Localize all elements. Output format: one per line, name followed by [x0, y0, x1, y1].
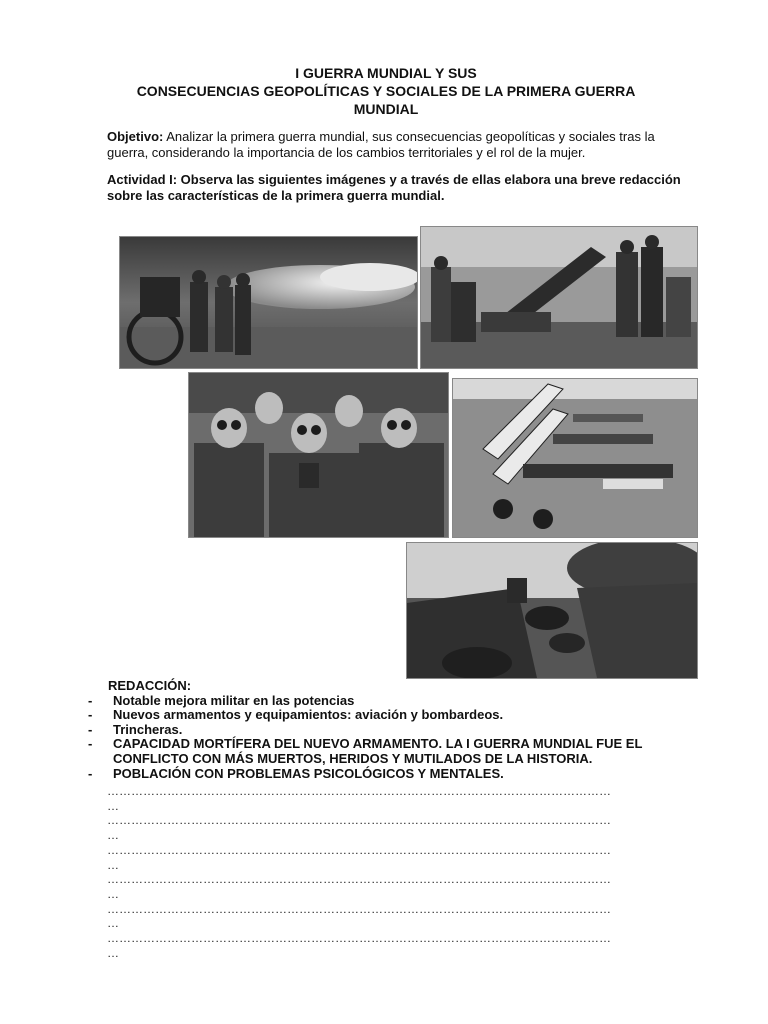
biplanes-photo: [452, 378, 698, 538]
answer-line[interactable]: ………………………………………………………………………………………………………………: [107, 813, 611, 828]
answer-line[interactable]: …: [107, 886, 119, 901]
bullet-marker: -: [88, 692, 93, 708]
bullet-marker: -: [88, 765, 93, 781]
answer-lines: [107, 784, 667, 960]
bullet-marker: -: [88, 721, 93, 737]
bullet-marker: -: [88, 736, 93, 752]
title-line-3: MUNDIAL: [353, 101, 419, 117]
answer-line[interactable]: …: [107, 857, 119, 872]
objective-label: Objetivo:: [107, 129, 164, 144]
title-line-1: I GUERRA MUNDIAL Y SUS: [295, 65, 477, 81]
artillery-photo: [420, 226, 698, 369]
document-title: [100, 64, 672, 118]
bullet-text: CAPACIDAD MORTÍFERA DEL NUEVO ARMAMENTO. LA I GUERRA MUNDIAL FUE EL CONFLICTO CON MÁS MUERTOS, HERIDOS Y MUTILADOS DE LA HISTORIA.: [113, 736, 643, 766]
bullet-text: Nuevos armamentos y equipamientos: aviación y bombardeos.: [113, 707, 504, 723]
redaccion-heading: REDACCIÓN:: [108, 678, 192, 693]
bullet-text: POBLACIÓN CON PROBLEMAS PSICOLÓGICOS Y MENTALES.: [113, 765, 504, 781]
objective-paragraph: [107, 129, 687, 161]
answer-line[interactable]: …: [107, 828, 119, 843]
trench-photo: [406, 542, 698, 679]
answer-line[interactable]: …: [107, 798, 119, 813]
answer-line[interactable]: ………………………………………………………………………………………………………………: [107, 872, 611, 887]
bullet-item: [88, 737, 688, 766]
bullet-text: Trincheras.: [113, 721, 183, 737]
flamethrower-photo: [119, 236, 418, 369]
redaccion-section: [88, 679, 688, 781]
answer-line[interactable]: ………………………………………………………………………………………………………………: [107, 931, 611, 946]
bullet-item: [88, 694, 688, 709]
answer-line[interactable]: ………………………………………………………………………………………………………………: [107, 842, 611, 857]
bullet-item: [88, 767, 688, 782]
bullet-marker: -: [88, 707, 93, 723]
answer-line[interactable]: ………………………………………………………………………………………………………………: [107, 784, 611, 798]
activity-instruction: Actividad I: Observa las siguientes imágenes y a través de ellas elabora una breve redacción sobre las características de la primera guerra mundial.: [107, 172, 681, 203]
bullet-text: Notable mejora militar en las potencias: [113, 692, 355, 708]
bullet-item: [88, 723, 688, 738]
answer-line[interactable]: …: [107, 945, 119, 960]
title-line-2: CONSECUENCIAS GEOPOLÍTICAS Y SOCIALES DE LA PRIMERA GUERRA: [136, 83, 636, 99]
bullet-item: [88, 708, 688, 723]
gas-mask-soldiers-photo: [188, 372, 449, 538]
answer-line[interactable]: ………………………………………………………………………………………………………………: [107, 901, 611, 916]
answer-line[interactable]: …: [107, 916, 119, 931]
objective-text: Analizar la primera guerra mundial, sus consecuencias geopolíticas y sociales tras la guerra, considerando la importancia de los cambios territoriales y el rol de la mujer.: [107, 129, 655, 160]
